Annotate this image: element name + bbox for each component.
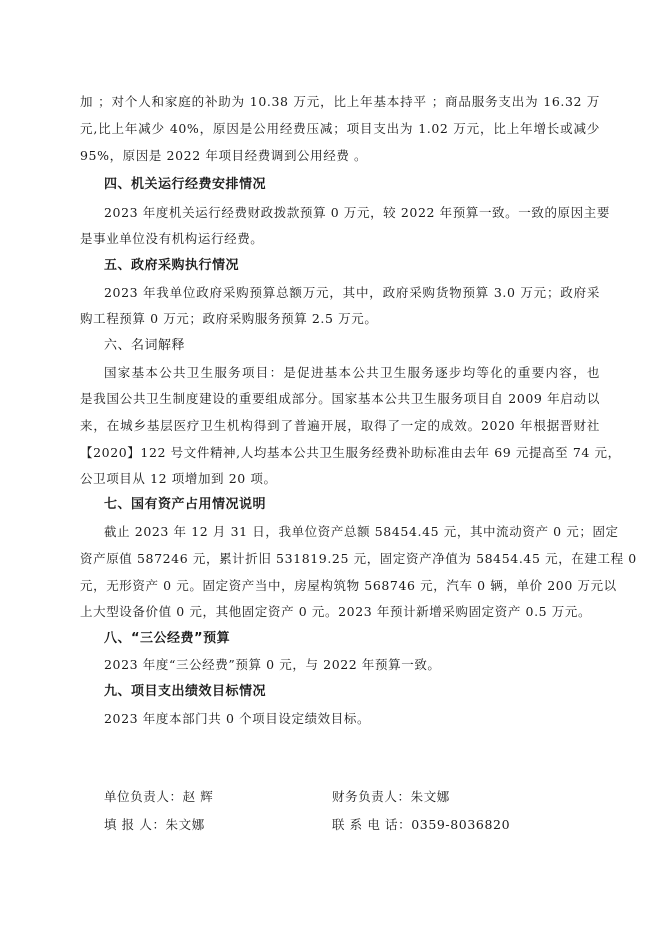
filler-signature: 填 报 人：朱文娜 <box>104 817 205 832</box>
paragraph-line: 加 ；对个人和家庭的补助为 10.38 万元，比上年基本持平 ；商品服务支出为 16.32 万 <box>80 94 600 109</box>
paragraph-line: 是事业单位没有机构运行经费。 <box>80 231 264 246</box>
paragraph-line: 是我国公共卫生制度建设的重要组成部分。国家基本公共卫生服务项目自 2009 年启动以 <box>80 391 600 406</box>
paragraph-line: 2023 年度“三公经费”预算 0 元，与 2022 年预算一致。 <box>104 657 441 672</box>
paragraph-line: 公卫项目从 12 项增加到 20 项。 <box>80 471 277 486</box>
finance-head-signature: 财务负责人：朱文娜 <box>332 789 450 804</box>
section-heading-5: 五、政府采购执行情况 <box>104 258 240 273</box>
paragraph-line: 资产原值 587246 元，累计折旧 531819.25 元，固定资产净值为 58454.45 元，在建工程 0 <box>80 551 637 566</box>
paragraph-line: 2023 年我单位政府采购预算总额万元，其中，政府采购货物预算 3.0 万元；政府采 <box>104 285 600 300</box>
section-heading-4: 四、机关运行经费安排情况 <box>104 177 267 192</box>
paragraph-line: 截止 2023 年 12 月 31 日，我单位资产总额 58454.45 元，其中流动资产 0 元；固定 <box>104 524 619 539</box>
paragraph-line: 95%，原因是 2022 年项目经费调到公用经费 。 <box>80 148 368 163</box>
paragraph-line: 国家基本公共卫生服务项目：是促进基本公共卫生服务逐步均等化的重要内容，也 <box>104 365 600 380</box>
paragraph-line: 购工程预算 0 万元；政府采购服务预算 2.5 万元。 <box>80 311 378 326</box>
paragraph-line: 【2020】122 号文件精神,人均基本公共卫生服务经费补助标准由去年 69 元提高至 74 元， <box>80 445 621 460</box>
paragraph-line: 2023 年度本部门共 0 个项目设定绩效目标。 <box>104 711 371 726</box>
section-heading-8: 八、“三公经费”预算 <box>104 631 231 646</box>
paragraph-line: 来，在城乡基层医疗卫生机构得到了普遍开展，取得了一定的成效。2020 年根据晋财社 <box>80 418 600 433</box>
unit-head-signature: 单位负责人：赵 辉 <box>104 789 214 804</box>
paragraph-line: 元,比上年减少 40%，原因是公用经费压减；项目支出为 1.02 万元，比上年增长或减少 <box>80 121 600 136</box>
paragraph-line: 元，无形资产 0 元。固定资产当中，房屋构筑物 568746 元，汽车 0 辆，单价 200 万元以 <box>80 578 617 593</box>
section-heading-6: 六、名词解释 <box>104 338 186 353</box>
paragraph-line: 上大型设备价值 0 元，其他固定资产 0 元。2023 年预计新增采购固定资产 0.5 万元。 <box>80 604 592 619</box>
section-heading-9: 九、项目支出绩效目标情况 <box>104 684 267 699</box>
section-heading-7: 七、国有资产占用情况说明 <box>104 497 267 512</box>
contact-phone: 联 系 电 话：0359-8036820 <box>332 817 511 832</box>
paragraph-line: 2023 年度机关运行经费财政拨款预算 0 万元，较 2022 年预算一致。一致的原因主要 <box>104 205 610 220</box>
